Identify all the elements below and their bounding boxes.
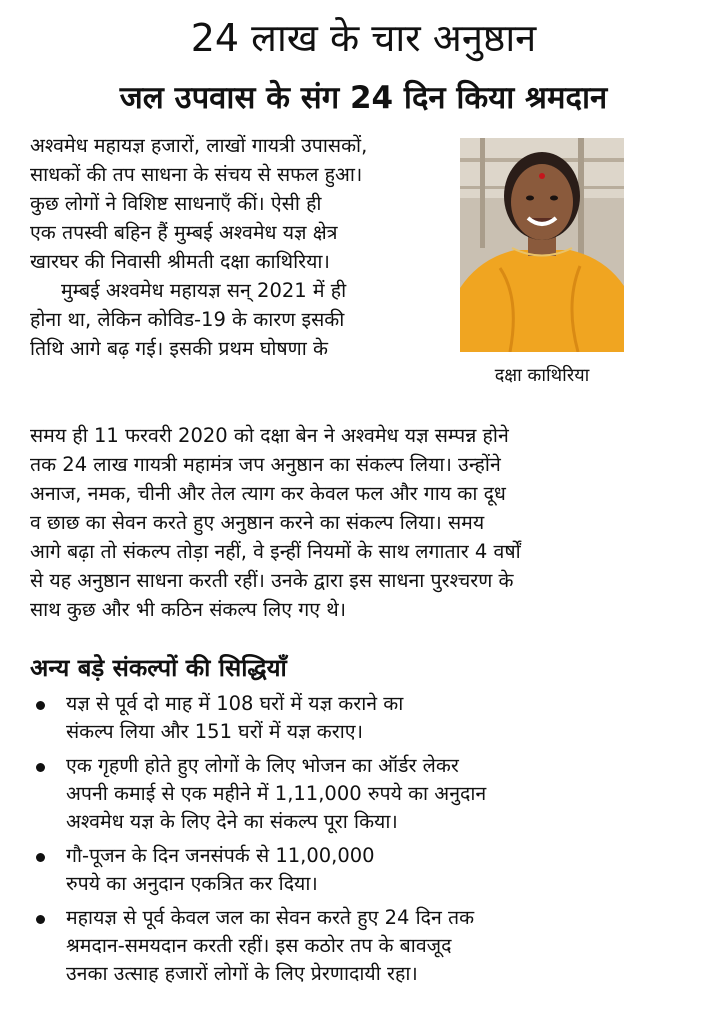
text-line: अपनी कमाई से एक महीने में 1,11,000 रुपये का अनुदान bbox=[66, 782, 487, 805]
text-line: साथ कुछ और भी कठिन संकल्प लिए गए थे। bbox=[30, 598, 347, 621]
text-line: अश्वमेध यज्ञ के लिए देने का संकल्प पूरा किया। bbox=[66, 810, 398, 833]
photo-caption: दक्षा काथिरिया bbox=[494, 365, 590, 386]
text-line: अश्वमेध महायज्ञ हजारों, लाखों गायत्री उपासकों, bbox=[30, 134, 368, 157]
intro-paragraph bbox=[30, 131, 448, 363]
text-line: मुम्बई अश्वमेध महायज्ञ सन् 2021 में ही bbox=[30, 279, 347, 302]
text-line: एक गृहणी होते हुए लोगों के लिए भोजन का ऑर्डर लेकर bbox=[66, 754, 459, 777]
text-line: साधकों की तप साधना के संचय से सफल हुआ। bbox=[30, 163, 363, 186]
bullet-dot-icon bbox=[36, 701, 45, 710]
text-line: खारघर की निवासी श्रीमती दक्षा काथिरिया। bbox=[30, 250, 330, 273]
text-line: महायज्ञ से पूर्व केवल जल का सेवन करते हुए 24 दिन तक bbox=[66, 906, 475, 929]
bullet-dot-icon bbox=[36, 853, 45, 862]
text-line: एक तपस्वी बहिन हैं मुम्बई अश्वमेध यज्ञ क्षेत्र bbox=[30, 221, 338, 244]
text-line: होना था, लेकिन कोविड-19 के कारण इसकी bbox=[30, 308, 345, 331]
list-item bbox=[30, 904, 690, 988]
text-line: तक 24 लाख गायत्री महामंत्र जप अनुष्ठान का संकल्प लिया। उन्होंने bbox=[30, 453, 501, 476]
body-paragraph bbox=[30, 421, 702, 624]
text-line: समय ही 11 फरवरी 2020 को दक्षा बेन ने अश्वमेध यज्ञ सम्पन्न होने bbox=[30, 424, 509, 447]
text-line: तिथि आगे बढ़ गई। इसकी प्रथम घोषणा के bbox=[30, 337, 329, 360]
portrait-photo bbox=[460, 138, 624, 352]
headline: 24 लाख के चार अनुष्ठान bbox=[190, 16, 537, 60]
text-line: रुपये का अनुदान एकत्रित कर दिया। bbox=[66, 872, 318, 895]
bullet-dot-icon bbox=[36, 763, 45, 772]
text-line: से यह अनुष्ठान साधना करती रहीं। उनके द्वारा इस साधना पुरश्चरण के bbox=[30, 569, 514, 592]
bullet-dot-icon bbox=[36, 915, 45, 924]
subheadline: जल उपवास के संग 24 दिन किया श्रमदान bbox=[119, 80, 608, 116]
text-line: आगे बढ़ा तो संकल्प तोड़ा नहीं, वे इन्हीं नियमों के साथ लगातार 4 वर्षों bbox=[30, 540, 521, 563]
text-line: अनाज, नमक, चीनी और तेल त्याग कर केवल फल और गाय का दूध bbox=[30, 482, 506, 505]
achievements-list bbox=[30, 690, 690, 994]
list-item bbox=[30, 690, 690, 746]
text-line: गौ-पूजन के दिन जनसंपर्क से 11,00,000 bbox=[66, 844, 375, 867]
section-heading: अन्य बड़े संकल्पों की सिद्धियाँ bbox=[30, 654, 287, 682]
list-item bbox=[30, 752, 690, 836]
text-line: यज्ञ से पूर्व दो माह में 108 घरों में यज्ञ कराने का bbox=[66, 692, 404, 715]
text-line: कुछ लोगों ने विशिष्ट साधनाएँ कीं। ऐसी ही bbox=[30, 192, 322, 215]
list-item bbox=[30, 842, 690, 898]
text-line: व छाछ का सेवन करते हुए अनुष्ठान करने का संकल्प लिया। समय bbox=[30, 511, 485, 534]
portrait-illustration bbox=[460, 138, 624, 352]
text-line: श्रमदान-समयदान करती रहीं। इस कठोर तप के बावजूद bbox=[66, 934, 452, 957]
text-line: उनका उत्साह हजारों लोगों के लिए प्रेरणादायी रहा। bbox=[66, 962, 418, 985]
text-line: संकल्प लिया और 151 घरों में यज्ञ कराए। bbox=[66, 720, 363, 743]
